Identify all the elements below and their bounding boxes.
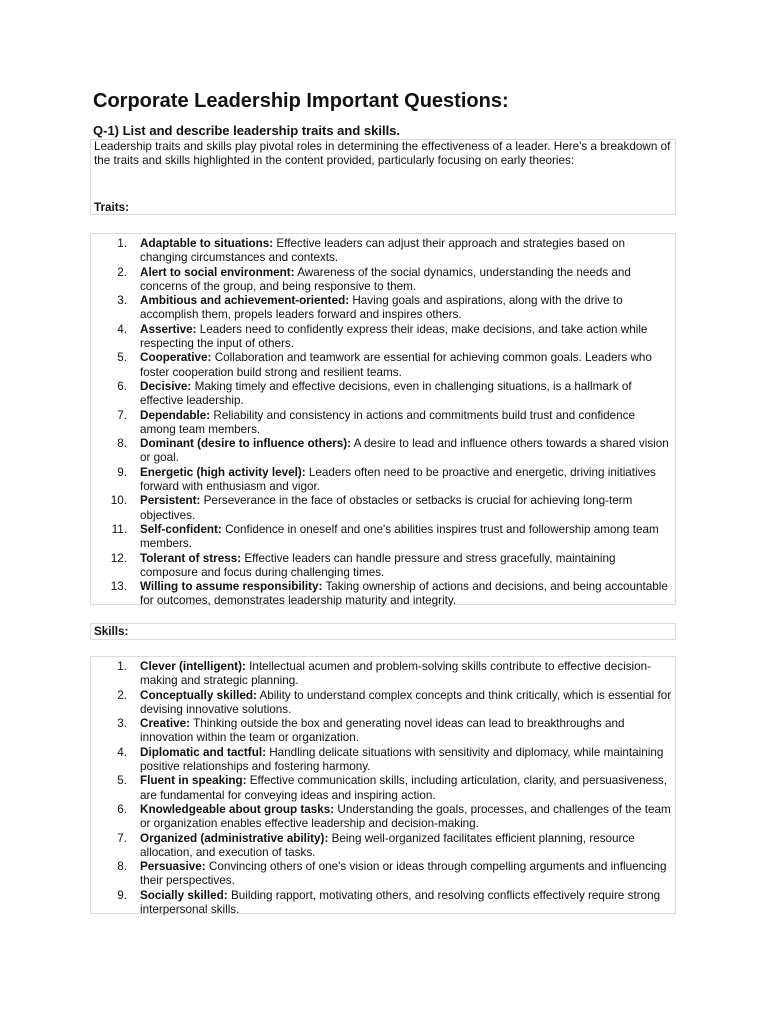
list-item-description: Taking ownership of actions and decisions, and being accountable for outcomes, demonstrates leadership maturity and integrity. — [140, 580, 668, 608]
list-item-term: Creative: — [140, 717, 191, 731]
list-item-term: Energetic (high activity level): — [140, 465, 306, 479]
list-item-description: Leaders need to confidently express their ideas, make decisions, and take action while respecting the input of others. — [140, 322, 648, 351]
list-item-term: Cooperative: — [140, 351, 212, 365]
skill-item — [91, 889, 675, 918]
list-item-description: Perseverance in the face of obstacles or setbacks is crucial for achieving long-term objectives. — [140, 494, 633, 522]
traits-list-box — [90, 233, 676, 608]
trait-item — [91, 580, 675, 609]
list-item-term: Persuasive: — [140, 860, 206, 874]
list-item-description: Building rapport, motivating others, and resolving conflicts effectively require strong interpersonal skills. — [140, 888, 661, 917]
skill-item — [91, 660, 675, 689]
list-item-description: Reliability and consistency in actions and commitments build trust and confidence among team members. — [140, 408, 636, 436]
list-item-term: Adaptable to situations: — [140, 237, 274, 250]
skills-label: Skills: — [94, 625, 129, 638]
trait-item — [91, 523, 675, 552]
skills-list — [91, 660, 675, 917]
list-item-description: Handling delicate situations with sensitivity and diplomacy, while maintaining positive relationships and fostering harmony. — [140, 745, 664, 774]
list-item-description: Awareness of the social dynamics, understanding the needs and concerns of the group, and being responsive to them. — [140, 265, 631, 293]
document-title: Corporate Leadership Important Questions: — [93, 90, 509, 112]
list-item-number: 8. — [117, 437, 127, 451]
list-item-description: Ability to understand complex concepts and think critically, which is essential for devising innovative solutions. — [140, 688, 672, 716]
list-item-number: 10. — [110, 494, 127, 508]
list-item-number: 1. — [117, 237, 127, 250]
list-item-term: Tolerant of stress: — [140, 551, 242, 565]
list-item-description: Confidence in oneself and one's abilities inspires trust and followership among team members. — [140, 522, 659, 551]
list-item-term: Persistent: — [140, 494, 201, 508]
list-item-term: Socially skilled: — [140, 888, 228, 902]
intro-box — [90, 139, 676, 215]
skill-item — [91, 717, 675, 746]
list-item-term: Diplomatic and tactful: — [140, 745, 266, 759]
skill-item — [91, 860, 675, 889]
list-item-term: Willing to assume responsibility: — [140, 580, 323, 594]
list-item-description: Being well-organized facilitates efficient planning, resource allocation, and execution of tasks. — [140, 831, 635, 859]
traits-list — [91, 237, 675, 609]
list-item-number: 13. — [110, 580, 127, 594]
trait-item — [91, 323, 675, 352]
list-item-term: Fluent in speaking: — [140, 774, 247, 788]
list-item-term: Ambitious and achievement-oriented: — [140, 294, 350, 308]
list-item-number: 6. — [117, 802, 127, 816]
list-item-number: 5. — [117, 351, 127, 365]
trait-item — [91, 294, 675, 323]
skill-item — [91, 803, 675, 832]
trait-item — [91, 266, 675, 295]
traits-label: Traits: — [94, 201, 130, 214]
list-item-number: 2. — [117, 688, 127, 702]
list-item-number: 7. — [117, 408, 127, 422]
list-item-term: Decisive: — [140, 379, 192, 393]
list-item-term: Clever (intelligent): — [140, 660, 246, 673]
list-item-term: Organized (administrative ability): — [140, 831, 329, 845]
list-item-description: Effective leaders can handle pressure and stress gracefully, maintaining composure and focus during challenging times. — [140, 551, 616, 579]
list-item-description: Making timely and effective decisions, even in challenging situations, is a hallmark of effective leadership. — [140, 379, 632, 408]
list-item-number: 9. — [117, 465, 127, 479]
list-item-description: Thinking outside the box and generating novel ideas can lead to breakthroughs and innovation within the team or organization. — [140, 717, 625, 745]
question-heading: Q-1) List and describe leadership traits and skills. — [93, 123, 401, 138]
trait-item — [91, 437, 675, 466]
list-item-description: Having goals and aspirations, along with the drive to accomplish them, propels leaders forward and inspires others. — [140, 294, 623, 322]
list-item-term: Dominant (desire to influence others): — [140, 437, 352, 451]
skill-item — [91, 774, 675, 803]
list-item-description: Leaders often need to be proactive and energetic, driving initiatives forward with enthusiasm and vigor. — [140, 465, 656, 494]
list-item-number: 1. — [117, 660, 127, 673]
list-item-description: Intellectual acumen and problem-solving skills contribute to effective decision-making and strategic planning. — [140, 660, 652, 688]
list-item-number: 7. — [117, 831, 127, 845]
skill-item — [91, 689, 675, 718]
skills-label-box — [90, 623, 676, 640]
list-item-description: Understanding the goals, processes, and challenges of the team or organization enables effective leadership and decision-making. — [140, 802, 671, 831]
list-item-number: 6. — [117, 379, 127, 393]
list-item-number: 2. — [117, 265, 127, 279]
skills-list-box — [90, 656, 676, 917]
list-item-number: 9. — [117, 888, 127, 902]
list-item-number: 3. — [117, 717, 127, 731]
list-item-term: Self-confident: — [140, 522, 222, 536]
list-item-term: Dependable: — [140, 408, 211, 422]
list-item-description: Effective communication skills, including articulation, clarity, and persuasiveness, are fundamental for conveying ideas and inspiring action. — [140, 774, 668, 802]
list-item-number: 3. — [117, 294, 127, 308]
trait-item — [91, 237, 675, 266]
list-item-term: Knowledgeable about group tasks: — [140, 802, 335, 816]
list-item-description: Collaboration and teamwork are essential for achieving common goals. Leaders who foster cooperation build strong and resilient teams. — [140, 351, 652, 379]
list-item-number: 8. — [117, 860, 127, 874]
trait-item — [91, 409, 675, 438]
trait-item — [91, 494, 675, 523]
list-item-number: 5. — [117, 774, 127, 788]
list-item-number: 4. — [117, 322, 127, 336]
list-item-term: Alert to social environment: — [140, 265, 295, 279]
trait-item — [91, 380, 675, 409]
skill-item — [91, 832, 675, 861]
list-item-description: Effective leaders can adjust their approach and strategies based on changing circumstances and contexts. — [140, 237, 626, 265]
skill-item — [91, 746, 675, 775]
list-item-description: A desire to lead and influence others towards a shared vision or goal. — [140, 437, 669, 465]
trait-item — [91, 552, 675, 581]
intro-paragraph: Leadership traits and skills play pivotal roles in determining the effectiveness of a leader. Here's a breakdown of the traits and skills highlighted in the content provided, particularly focusing on early theories: — [94, 140, 671, 168]
list-item-number: 11. — [111, 522, 127, 536]
list-item-description: Convincing others of one's vision or ideas through compelling arguments and influencing their perspectives. — [140, 860, 667, 888]
trait-item — [91, 466, 675, 495]
list-item-number: 12. — [110, 551, 127, 565]
list-item-term: Conceptually skilled: — [140, 688, 257, 702]
trait-item — [91, 351, 675, 380]
list-item-term: Assertive: — [140, 322, 197, 336]
list-item-number: 4. — [117, 745, 127, 759]
